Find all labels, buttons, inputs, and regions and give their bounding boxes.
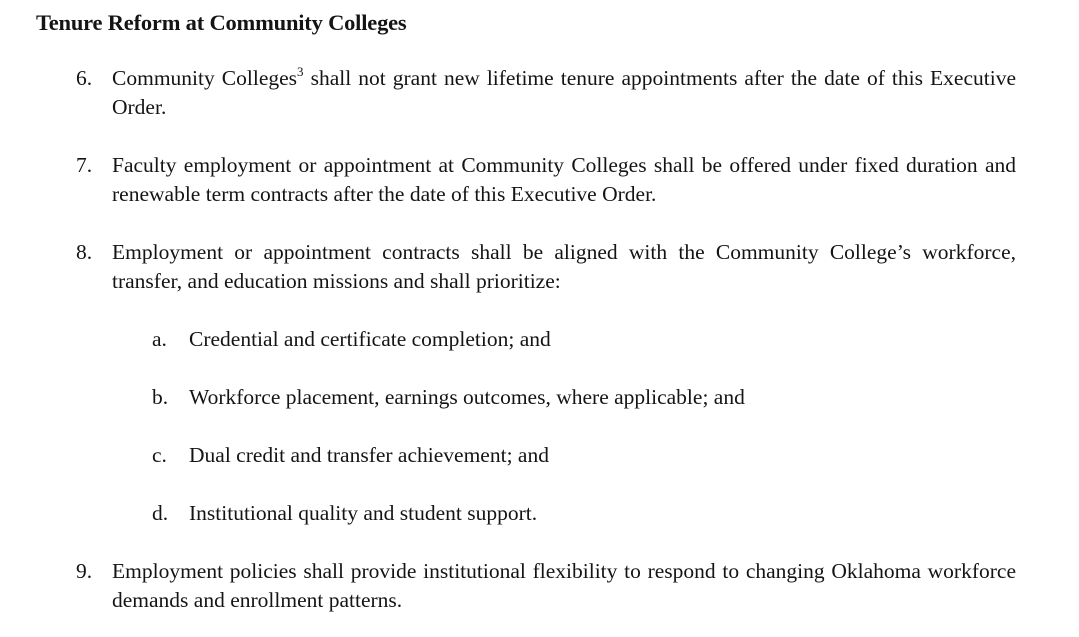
list-item-8 <box>76 238 1016 296</box>
list-item-7 <box>76 151 1016 209</box>
footnote-marker: 3 <box>297 63 304 79</box>
sub-item-a <box>152 325 551 354</box>
item-text <box>112 64 1016 122</box>
sub-item-b <box>152 383 745 412</box>
item-text: Employment or appointment contracts shall be aligned with the Community College’s workforce, transfer, and education missions and shall prioritize: <box>112 240 1016 293</box>
sub-item-letter: c. <box>152 443 167 467</box>
item-text-after: shall not grant new lifetime tenure appointments after the date of this Executive Order. <box>112 66 1016 119</box>
section-heading: Tenure Reform at Community Colleges <box>36 10 407 35</box>
item-number: 6. <box>76 66 93 90</box>
sub-item-text: Dual credit and transfer achievement; and <box>189 443 549 467</box>
item-text: Faculty employment or appointment at Community Colleges shall be offered under fixed duration and renewable term contracts after the date of this Executive Order. <box>112 153 1016 206</box>
item-number: 7. <box>76 153 93 177</box>
item-number: 8. <box>76 240 93 264</box>
item-text: Employment policies shall provide institutional flexibility to respond to changing Oklahoma workforce demands and enrollment patterns. <box>112 559 1016 612</box>
sub-item-letter: d. <box>152 501 169 525</box>
list-item-6 <box>76 64 1016 122</box>
item-number: 9. <box>76 559 93 583</box>
list-item-9 <box>76 557 1016 615</box>
sub-item-letter: b. <box>152 385 169 409</box>
sub-item-c <box>152 441 549 470</box>
sub-item-text: Credential and certificate completion; and <box>189 327 551 351</box>
sub-item-text: Workforce placement, earnings outcomes, where applicable; and <box>189 385 745 409</box>
sub-item-letter: a. <box>152 327 167 351</box>
sub-item-d <box>152 499 537 528</box>
item-text-before: Community Colleges <box>112 66 298 90</box>
sub-item-text: Institutional quality and student support. <box>189 501 538 525</box>
